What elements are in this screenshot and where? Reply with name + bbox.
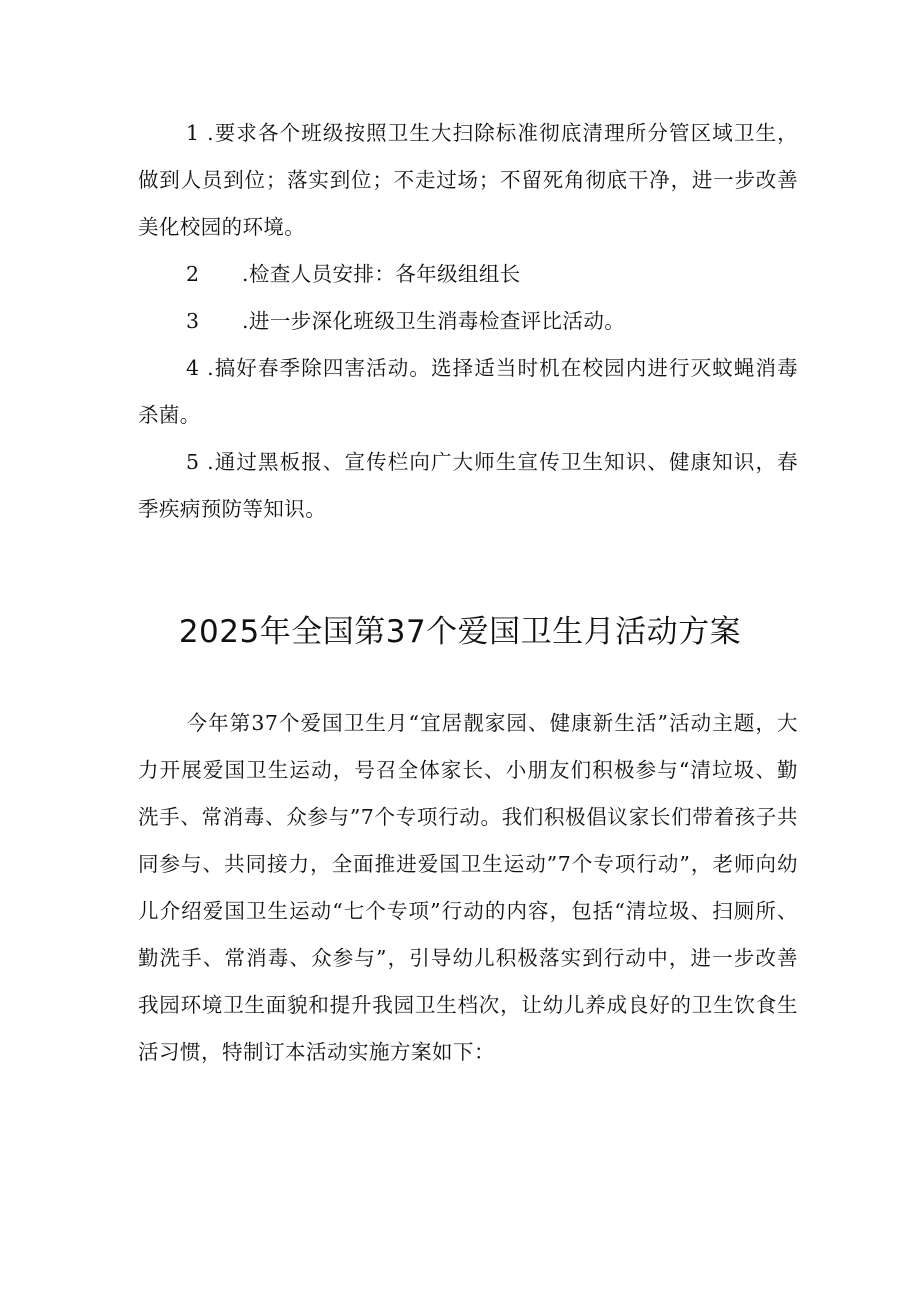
item-number: 1	[186, 121, 200, 145]
item-number: 4	[186, 356, 200, 380]
item-text: .进一步深化班级卫生消毒检查评比活动。	[242, 309, 626, 333]
item-text: .检查人员安排：各年级组组长	[242, 262, 521, 286]
item-number: 3	[186, 309, 200, 333]
list-item-1	[138, 110, 798, 251]
item-number: 5	[186, 450, 200, 474]
item-number: 2	[186, 262, 200, 286]
item-text: .通过黑板报、宣传栏向广大师生宣传卫生知识、健康知识，春季疾病预防等知识。	[138, 450, 799, 521]
intro-paragraph	[138, 700, 798, 1076]
item-text: .要求各个班级按照卫生大扫除标准彻底清理所分管区域卫生，做到人员到位；落实到位；不走过场；不留死角彻底干净，进一步改善美化校园的环境。	[138, 121, 799, 239]
list-item-3	[138, 298, 798, 345]
list-item-2	[138, 251, 798, 298]
list-item-5	[138, 439, 798, 533]
item-text: .搞好春季除四害活动。选择适当时机在校园内进行灭蚊蝇消毒杀菌。	[138, 356, 799, 427]
document-title: 2025年全国第37个爱国卫生月活动方案	[178, 614, 742, 650]
list-item-4	[138, 345, 798, 439]
intro-text: 今年第37个爱国卫生月“宜居靓家园、健康新生活”活动主题，大力开展爱国卫生运动，号召全体家长、小朋友们积极参与“清垃圾、勤洗手、常消毒、众参与”7个专项行动。我们积极倡议家长们带着孩子共同参与、共同接力，全面推进爱国卫生运动”7个专项行动”，老师向幼儿介绍爱国卫生运动“七个专项”行动的内容，包括“清垃圾、扫厕所、勤洗手、常消毒、众参与”，引导幼儿积极落实到行动中，进一步改善我园环境卫生面貌和提升我园卫生档次，让幼儿养成良好的卫生饮食生活习惯，特制订本活动实施方案如下：	[138, 711, 798, 1064]
